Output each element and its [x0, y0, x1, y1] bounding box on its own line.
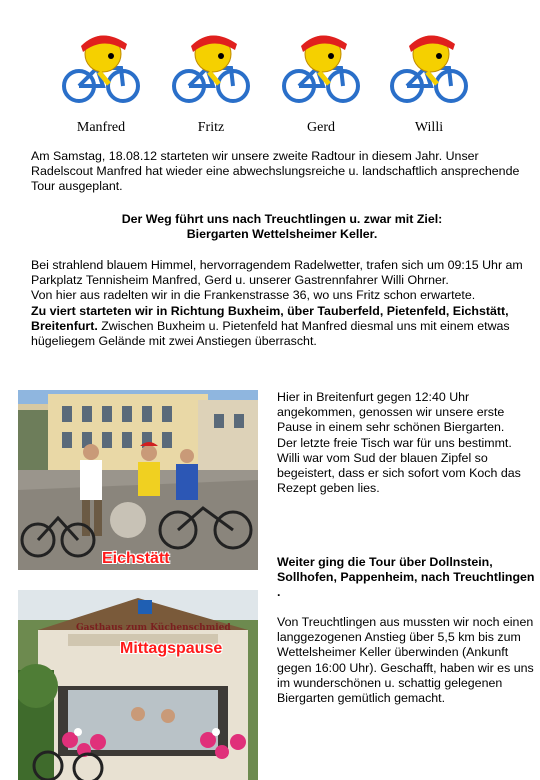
route-rest-text: Zwischen Buxheim u. Pietenfeld hat Manfred diesmal uns mit einem etwas hügeliegem Gelände mit zwei Anstiegen überrascht.	[31, 318, 510, 349]
rider-gerd	[276, 28, 366, 136]
eichstaett-caption: Eichstätt	[102, 550, 170, 567]
cyclist-icon	[279, 28, 363, 110]
weather-paragraph: Bei strahlend blauem Himmel, hervorragendem Radelwetter, trafen sich um 09:15 Uhr am Parkplatz Tennisheim Manfred, Gerd u. unserer Gastrennfahrer Willi Ohrner.	[31, 258, 523, 288]
breitenfurt-block	[277, 390, 535, 496]
rider-fritz	[166, 28, 256, 136]
route-heading-line1: Der Weg führt uns nach Treuchtlingen u. zwar mit Ziel:	[121, 212, 443, 226]
rider-icons-row	[0, 28, 540, 140]
rider-name: Manfred	[76, 120, 126, 135]
cyclist-icon	[59, 28, 143, 110]
route-paragraph	[31, 304, 533, 350]
rider-name: Gerd	[307, 120, 335, 135]
mittagspause-photo	[18, 590, 258, 780]
route-heading-line2: Biergarten Wettelsheimer Keller.	[186, 227, 378, 242]
rider-name: Willi	[414, 120, 444, 135]
final-paragraph: Von Treuchtlingen aus mussten wir noch einen langgezogenen Anstieg über 5,5 km bis zum Wettelsheimer Keller überwinden (Ankunft gegen 16:00 Uhr). Geschafft, haben wir es uns im wunderschönen u. schattig gelegenen Biergarten gemütlich gemacht.	[277, 615, 534, 706]
rider-willi	[384, 28, 474, 136]
frankenstrasse-paragraph: Von hier aus radelten wir in die Frankenstrasse 36, wo uns Fritz schon erwartete.	[31, 288, 476, 303]
eichstaett-photo-image	[18, 390, 258, 570]
rider-manfred	[56, 28, 146, 136]
restaurant-sign-text: Gasthaus zum Küchenschmied	[76, 623, 231, 633]
table-paragraph: Der letzte freie Tisch war für uns bestimmt.	[277, 435, 512, 450]
story-block	[31, 258, 533, 349]
breitenfurt-paragraph: Hier in Breitenfurt gegen 12:40 Uhr angekommen, genossen wir unsere erste Pause in einem sehr schönen Biergarten.	[277, 390, 505, 435]
eichstaett-photo	[18, 390, 258, 570]
cyclist-icon	[169, 28, 253, 110]
cyclist-icon	[387, 28, 471, 110]
intro-paragraph: Am Samstag, 18.08.12 starteten wir unsere zweite Radtour in diesem Jahr. Unser Radelscout Manfred hat wieder eine abwechslungsreiche u. landschaftlich ansprechende Tour ausgeplant.	[31, 149, 520, 194]
mittagspause-caption: Mittagspause	[120, 640, 223, 657]
rider-name: Fritz	[197, 120, 225, 135]
route-bold-text: Zu viert starteten wir in Richtung Buxheim, über Tauberfeld, Pietenfeld, Eichstätt, Breitenfurt.	[31, 303, 509, 333]
route-heading	[31, 212, 533, 242]
willi-paragraph: Willi war vom Sud der blauen Zipfel so begeistert, dass er sich sofort vom Koch das Rezept geben lies.	[277, 450, 521, 496]
continue-route-heading: Weiter ging die Tour über Dollnstein, Sollhofen, Pappenheim, nach Treuchtlingen .	[277, 555, 535, 600]
mittagspause-photo-image	[18, 590, 258, 780]
